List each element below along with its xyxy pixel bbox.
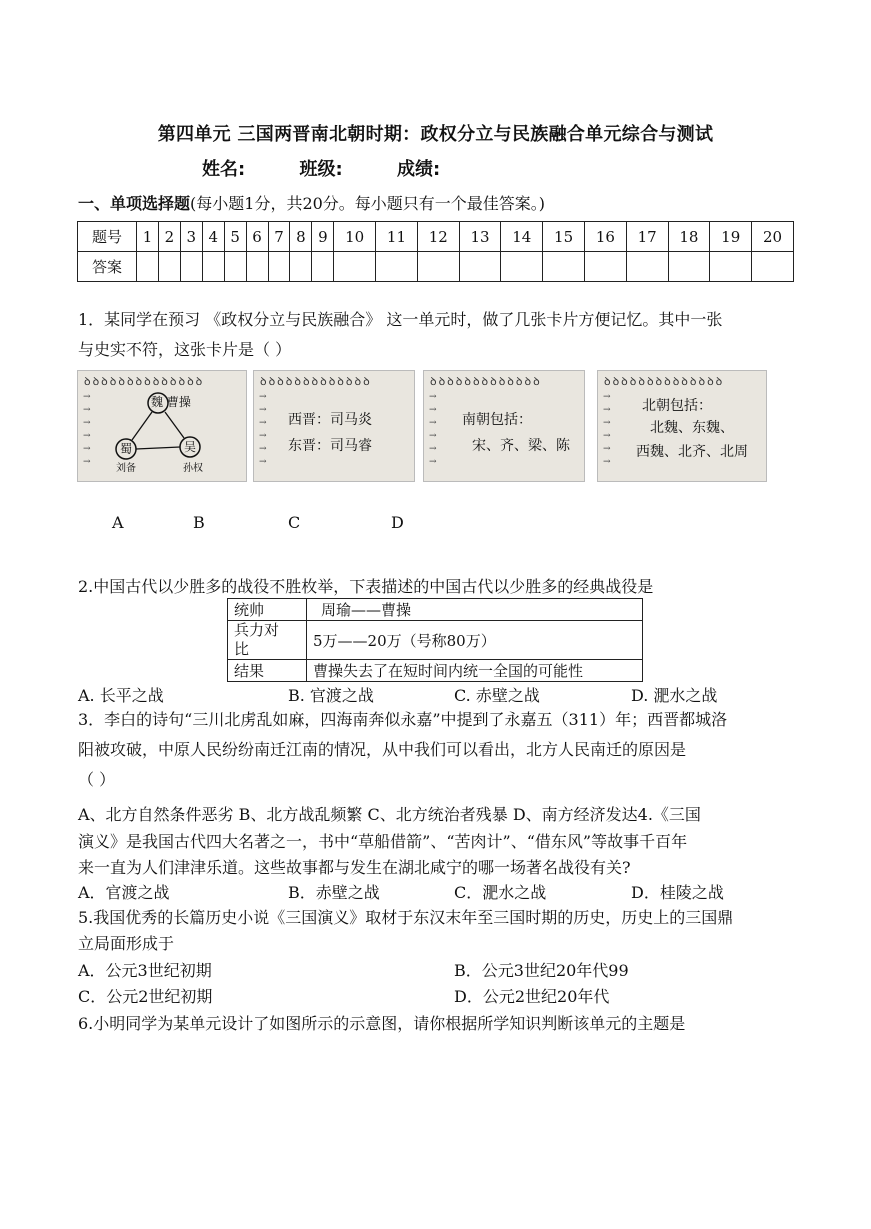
question-4-option-a: A．官渡之战	[78, 883, 170, 902]
question-2-option-d: D. 淝水之战	[631, 686, 718, 705]
answer-table-number: 6	[246, 222, 268, 252]
answer-table-number: 12	[417, 222, 459, 252]
spiral-rings: ꝺꝺꝺꝺꝺꝺꝺꝺꝺꝺꝺꝺꝺ	[260, 375, 372, 388]
question-5-option-a: A．公元3世纪初期	[78, 961, 212, 980]
answer-cell[interactable]	[180, 252, 202, 282]
battle-table-value: 周瑜——曹操	[307, 599, 643, 621]
answer-cell[interactable]	[290, 252, 312, 282]
battle-table-value: 5万——20万（号称80万）	[307, 621, 643, 660]
battle-table-value: 曹操失去了在短时间内统一全国的可能性	[307, 660, 643, 682]
student-info	[202, 155, 488, 181]
answer-cell[interactable]	[626, 252, 668, 282]
question-1-option-b: B	[193, 513, 205, 532]
answer-table-answer-row	[78, 252, 794, 282]
question-4-option-c: C．淝水之战	[454, 883, 547, 902]
question-2-option-c: C. 赤壁之战	[454, 686, 540, 705]
question-5-line-2: 立局面形成于	[78, 934, 175, 953]
spiral-rings: ꝺꝺꝺꝺꝺꝺꝺꝺꝺꝺꝺꝺꝺꝺ	[604, 375, 725, 388]
question-4-line-3: 来一直为人们津津乐道。这些故事都与发生在湖北咸宁的哪一场著名战役有关?	[78, 858, 631, 877]
card-d-line-3: 西魏、北齐、北周	[636, 444, 748, 460]
answer-table-header: 答案	[78, 252, 137, 282]
answer-table-number: 7	[268, 222, 290, 252]
answer-table-number: 11	[376, 222, 418, 252]
answer-cell[interactable]	[417, 252, 459, 282]
card-a-left-sub: 刘备	[116, 463, 136, 474]
battle-table-row	[228, 660, 643, 682]
name-field-label: 姓名:	[202, 159, 246, 180]
flashcards-image	[77, 370, 767, 480]
section-title: 一、单项选择题	[78, 194, 191, 213]
battle-table-row	[228, 621, 643, 660]
question-4-option-b: B．赤壁之战	[288, 883, 380, 902]
triangle-diagram	[78, 371, 246, 481]
answer-table-number: 2	[158, 222, 180, 252]
spiral-rings: ꝺꝺꝺꝺꝺꝺꝺꝺꝺꝺꝺꝺꝺꝺ	[84, 375, 205, 388]
question-5-option-d: D．公元2世纪20年代	[454, 987, 610, 1006]
bullet-arrows: → → → → → →	[259, 392, 267, 467]
card-c-line-2: 宋、齐、梁、陈	[472, 438, 570, 454]
question-6-line-1: 6.小明同学为某单元设计了如图所示的示意图，请你根据所学知识判断该单元的主题是	[78, 1014, 686, 1033]
bullet-arrows: → → → → → →	[603, 392, 611, 467]
battle-table-label: 统帅	[228, 599, 307, 621]
card-a-right: 吴	[184, 440, 197, 454]
answer-table-number-row	[78, 222, 794, 252]
answer-table-number: 13	[459, 222, 501, 252]
flashcard-b	[253, 370, 415, 482]
battle-table-label	[228, 621, 307, 660]
question-2-option-b: B. 官渡之战	[288, 686, 374, 705]
question-3-options	[78, 800, 701, 830]
card-b-line-2: 东晋：司马睿	[288, 438, 372, 454]
battle-table-row	[228, 599, 643, 621]
answer-table-number: 8	[290, 222, 312, 252]
section-note: (每小题1分，共20分。每小题只有一个最佳答案。)	[190, 194, 546, 213]
battle-table-label: 结果	[228, 660, 307, 682]
question-3-line-1: 3．李白的诗句“三川北虏乱如麻，四海南奔似永嘉”中提到了永嘉五（311）年；西晋都城洛	[78, 710, 728, 729]
answer-cell[interactable]	[668, 252, 710, 282]
answer-cell[interactable]	[268, 252, 290, 282]
question-2-option-a: A. 长平之战	[78, 686, 164, 705]
answer-table-number: 19	[710, 222, 752, 252]
answer-cell[interactable]	[246, 252, 268, 282]
question-1-line-1: 1．某同学在预习 《政权分立与民族融合》 这一单元时，做了几张卡片方便记忆。其中一张	[78, 310, 723, 329]
card-a-right-sub: 孙权	[183, 463, 203, 474]
flashcard-a	[77, 370, 247, 482]
battle-table-label-line: 比	[234, 640, 250, 658]
card-a-left: 蜀	[120, 442, 133, 456]
question-4-line-2: 演义》是我国古代四大名著之一，书中“草船借箭”、“苦肉计”、“借东风”等故事千百年	[78, 832, 688, 851]
question-4-option-d: D．桂陵之战	[631, 883, 724, 902]
question-1-option-c: C	[288, 513, 301, 532]
score-field-label: 成绩:	[396, 159, 441, 180]
answer-cell[interactable]	[501, 252, 543, 282]
question-1-option-a: A	[112, 513, 124, 532]
card-d-line-1: 北朝包括：	[642, 398, 712, 414]
answer-cell[interactable]	[224, 252, 246, 282]
answer-table-number: 4	[202, 222, 224, 252]
answer-cell[interactable]	[584, 252, 626, 282]
answer-cell[interactable]	[334, 252, 376, 282]
answer-table-number: 18	[668, 222, 710, 252]
answer-table-number: 15	[543, 222, 585, 252]
answer-table-number: 16	[584, 222, 626, 252]
question-4-line-1: 4.《三国	[637, 805, 701, 824]
page-title: 第四单元 三国两晋南北朝时期：政权分立与民族融合单元综合与测试	[157, 124, 714, 145]
answer-table-number: 3	[180, 222, 202, 252]
answer-table-header: 题号	[78, 222, 137, 252]
question-1-line-2: 与史实不符，这张卡片是（ ）	[78, 340, 292, 359]
answer-cell[interactable]	[376, 252, 418, 282]
answer-table-number: 1	[137, 222, 159, 252]
bullet-arrows: → → → → → →	[83, 392, 91, 467]
card-b-line-1: 西晋：司马炎	[288, 412, 372, 428]
question-1-option-d: D	[391, 513, 404, 532]
card-c-line-1: 南朝包括：	[462, 412, 532, 428]
card-a-top: 魏 曹操	[151, 395, 191, 409]
answer-cell[interactable]	[312, 252, 334, 282]
answer-cell[interactable]	[752, 252, 794, 282]
class-field-label: 班级:	[299, 159, 343, 180]
question-3-options-text: A、北方自然条件恶劣 B、北方战乱频繁 C、北方统治者残暴 D、南方经济发达	[78, 805, 638, 824]
question-5-line-1: 5.我国优秀的长篇历史小说《三国演义》取材于东汉末年至三国时期的历史，历史上的三国鼎	[78, 908, 734, 927]
battle-table	[227, 598, 643, 682]
question-2-stem: 2.中国古代以少胜多的战役不胜枚举，下表描述的中国古代以少胜多的经典战役是	[78, 577, 654, 596]
answer-table-number: 14	[501, 222, 543, 252]
answer-cell[interactable]	[158, 252, 180, 282]
answer-cell[interactable]	[710, 252, 752, 282]
question-3-line-2: 阳被攻破，中原人民纷纷南迁江南的情况，从中我们可以看出，北方人民南迁的原因是	[78, 740, 687, 759]
answer-table-number: 17	[626, 222, 668, 252]
flashcard-d	[597, 370, 767, 482]
answer-table	[77, 221, 794, 282]
spiral-rings: ꝺꝺꝺꝺꝺꝺꝺꝺꝺꝺꝺꝺꝺ	[430, 375, 542, 388]
card-d-line-2: 北魏、东魏、	[650, 420, 734, 436]
battle-table-label-line: 兵力对	[234, 621, 280, 639]
answer-table-number: 9	[312, 222, 334, 252]
answer-table-number: 20	[752, 222, 794, 252]
answer-cell[interactable]	[137, 252, 159, 282]
flashcard-c	[423, 370, 585, 482]
question-3-line-3: （ ）	[78, 770, 116, 789]
answer-cell[interactable]	[202, 252, 224, 282]
question-5-option-c: C．公元2世纪初期	[78, 987, 213, 1006]
answer-cell[interactable]	[543, 252, 585, 282]
answer-table-number: 10	[334, 222, 376, 252]
answer-table-number: 5	[224, 222, 246, 252]
section-heading	[78, 191, 545, 214]
answer-cell[interactable]	[459, 252, 501, 282]
question-5-option-b: B．公元3世纪20年代99	[454, 961, 629, 980]
bullet-arrows: → → → → → →	[429, 392, 437, 467]
